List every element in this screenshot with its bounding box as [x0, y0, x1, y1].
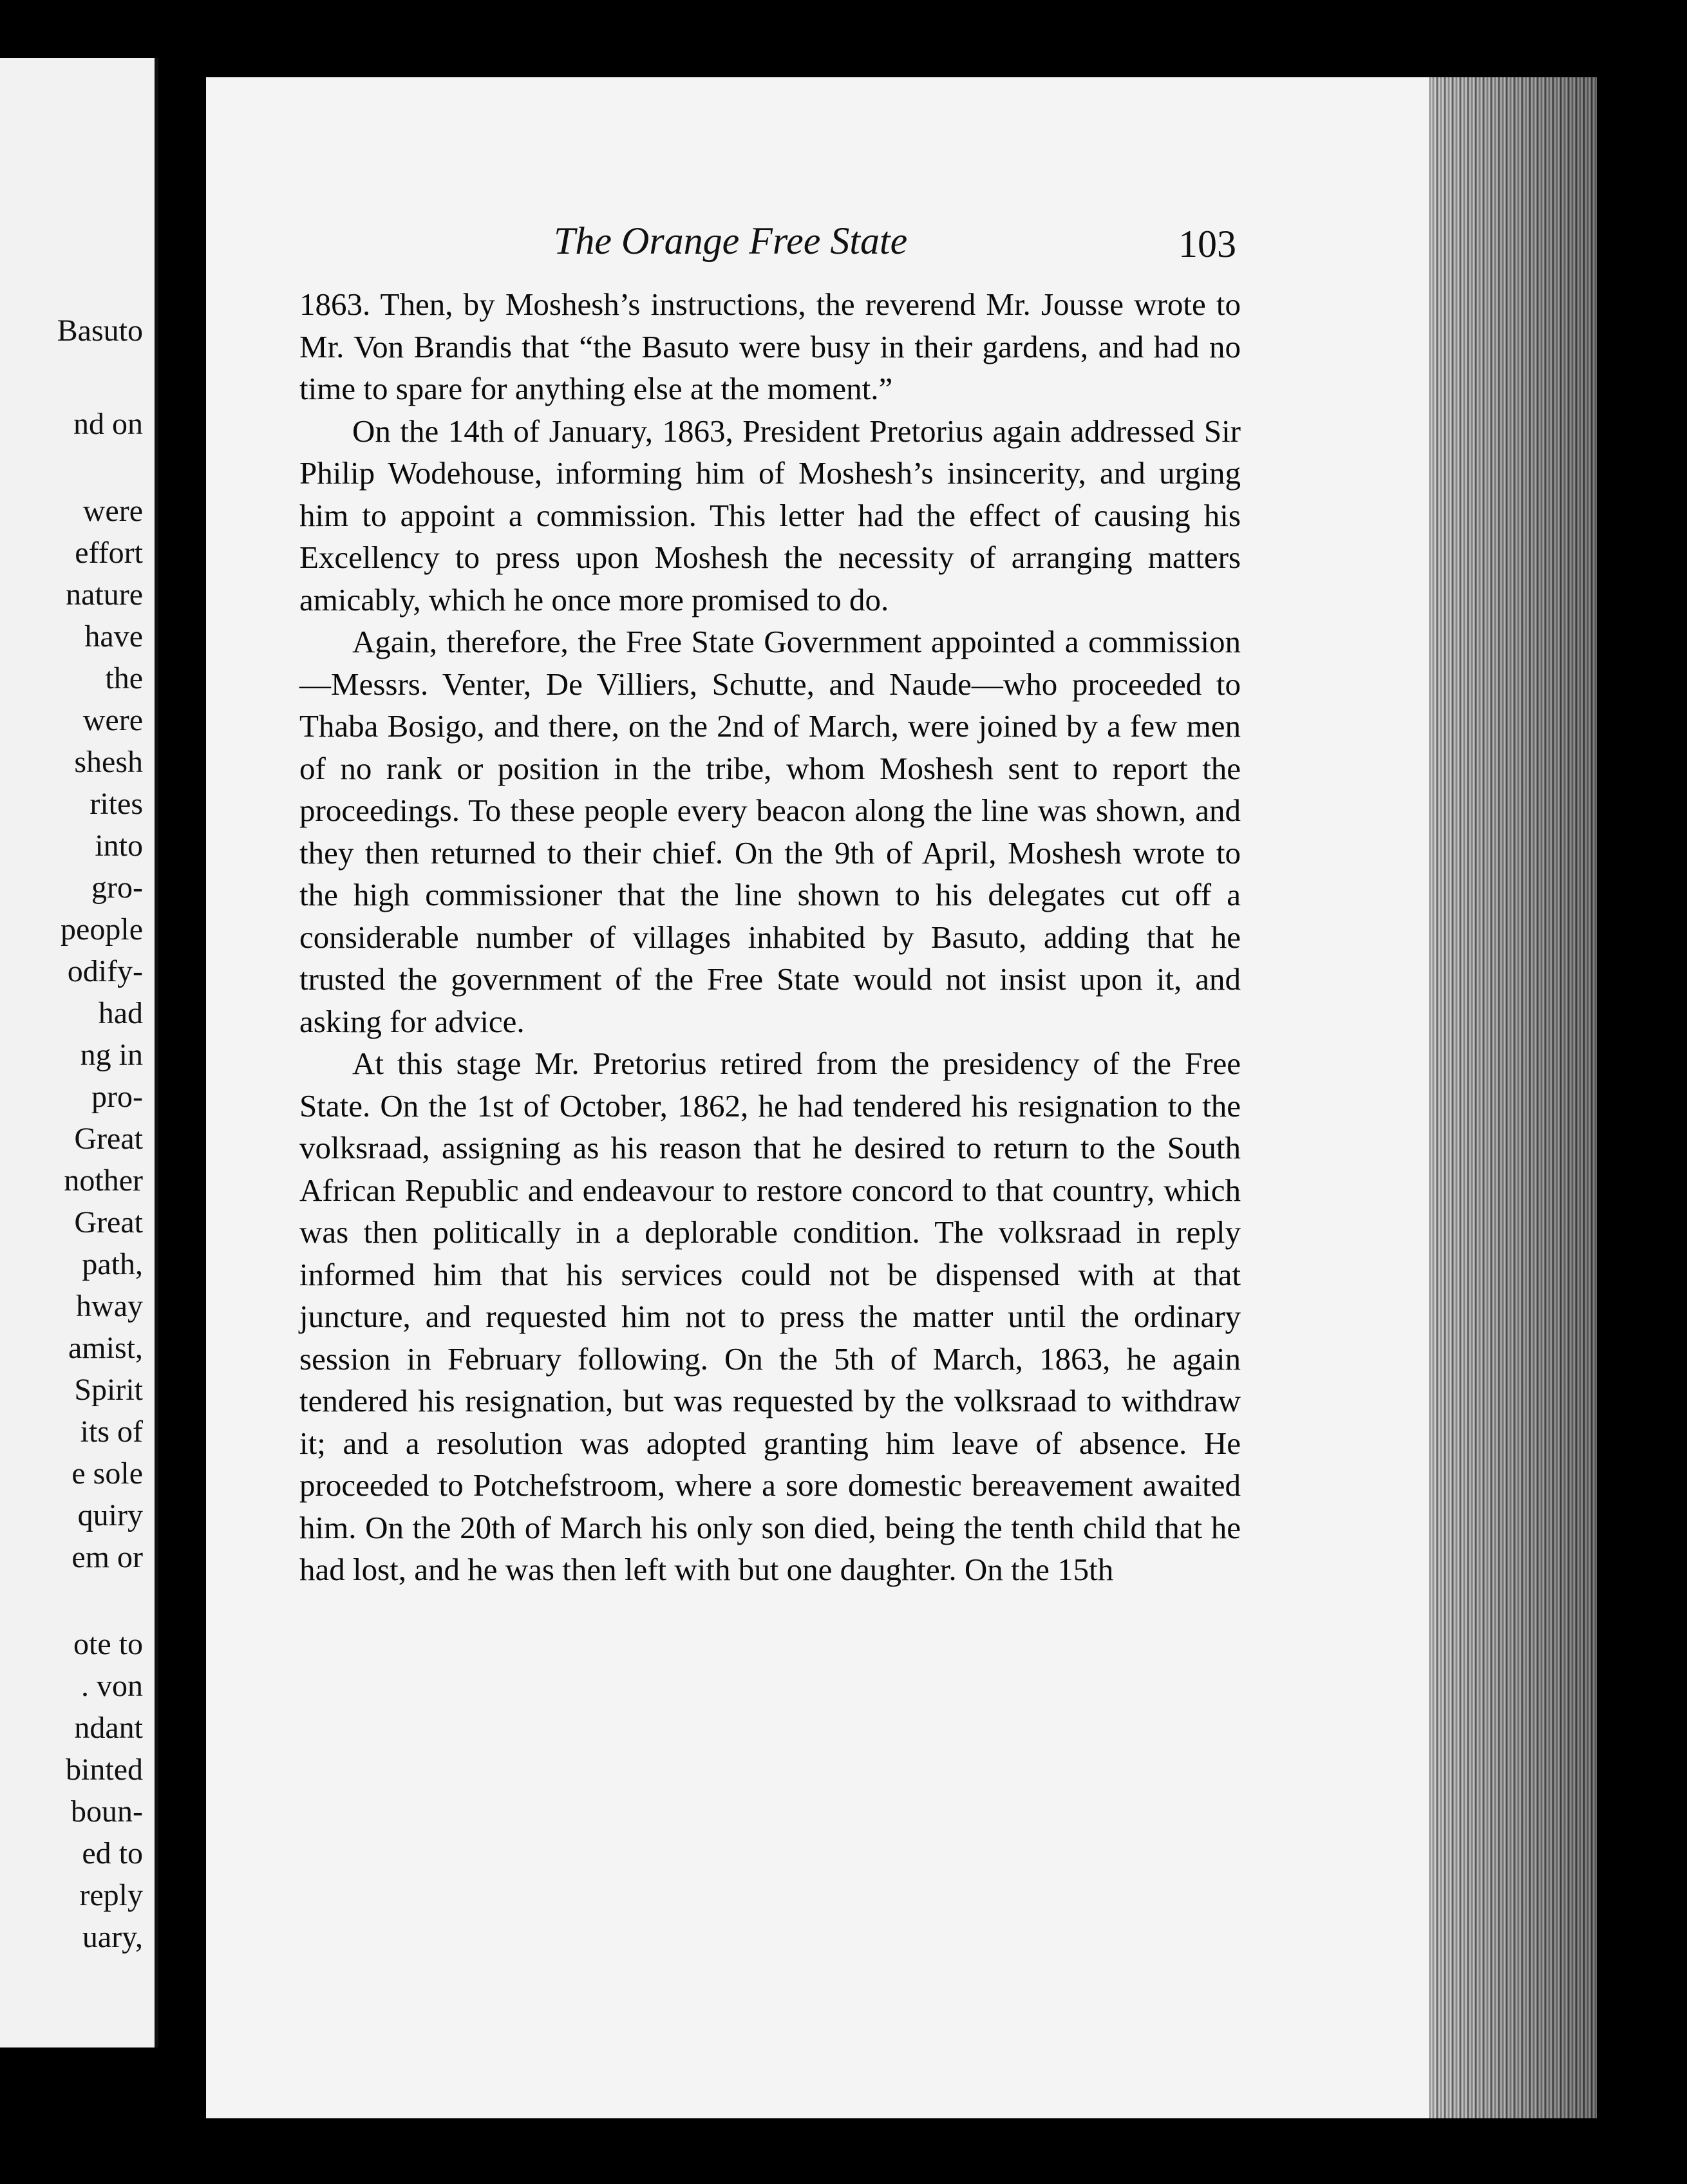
left-page-fragment: Spirit — [74, 1373, 143, 1407]
left-page-fragment: ote to — [73, 1627, 143, 1661]
left-page-fragment: people — [61, 912, 143, 946]
left-page-fragment: e sole — [71, 1456, 143, 1491]
left-page-fragment: hway — [76, 1289, 143, 1323]
left-page-fragment: have — [84, 619, 143, 654]
left-page-fragment: uary, — [82, 1920, 143, 1954]
page-edge-shading — [1429, 77, 1597, 2118]
left-page-fragment: ndant — [74, 1711, 143, 1745]
left-page-fragment: path, — [82, 1247, 143, 1281]
left-facing-page — [0, 58, 158, 2048]
left-page-fragment: . von — [81, 1669, 143, 1703]
left-page-fragment: gro- — [91, 871, 143, 905]
running-head: The Orange Free State — [554, 220, 908, 262]
left-page-fragment: boun- — [71, 1794, 143, 1829]
paragraph: At this stage Mr. Pretorius retired from the presidency of the Free State. On the 1st of October, 1862, he had tendered his resignation to the volksraad, assigning as his reason that he desired to return to the South African Republic and endeavour to restore concord to that country, which was then politically in a deplorable condition. The volksraad in reply informed him that his services could not be dispensed with at that juncture, and requested him not to press the matter until the ordinary session in February following. On the 5th of March, 1863, he again tendered his resignation, but was requested by the volksraad to withdraw it; and a resolution was adopted granting him leave of absence. He proceeded to Potchefstroom, where a sore domestic bereavement awaited him. On the 20th of March his only son died, being the tenth child that he had lost, and he was then left with but one daughter. On the 15th — [299, 1046, 1241, 1587]
page-number: 103 — [1178, 223, 1236, 265]
left-page-fragment: nd on — [73, 407, 143, 441]
paragraph: On the 14th of January, 1863, President Pretorius again addressed Sir Philip Wodehouse, informing him of Moshesh’s insincerity, and urging him to appoint a commission. This letter had the effect of causing his Excellency to press upon Moshesh the necessity of arranging matters amicably, which he once more promised to do. — [299, 413, 1241, 617]
left-page-fragment: shesh — [74, 745, 143, 779]
left-page-fragment: Great — [74, 1205, 143, 1239]
left-page-fragment: were — [82, 494, 143, 528]
left-page-fragment: into — [95, 829, 143, 863]
left-page-fragment: ng in — [80, 1038, 143, 1072]
left-page-fragment: nature — [66, 578, 143, 612]
left-page-fragment: effort — [75, 536, 143, 570]
left-page-fragment: the — [105, 661, 143, 695]
left-page-fragment: Basuto — [57, 314, 143, 348]
left-page-fragment: had — [98, 996, 143, 1030]
body-text — [299, 283, 1241, 1591]
left-page-fragment: odify- — [67, 954, 143, 988]
left-page-fragment: rites — [90, 787, 143, 821]
paragraph: Again, therefore, the Free State Government appointed a commission—Messrs. Venter, De Villiers, Schutte, and Naude—who proceeded to Thaba Bosigo, and there, on the 2nd of March, were joined by a few men of no rank or position in the tribe, whom Moshesh sent to report the proceedings. To these people every beacon along the line was shown, and they then returned to their chief. On the 9th of April, Moshesh wrote to the high commissioner that the line shown to his delegates cut off a considerable number of villages inhabited by Basuto, adding that he trusted the government of the Free State would not insist upon it, and asking for advice. — [299, 624, 1241, 1039]
paragraph: 1863. Then, by Moshesh’s instructions, the reverend Mr. Jousse wrote to Mr. Von Brandis that “the Basuto were busy in their gardens, and had no time to spare for anything else at the moment.” — [299, 287, 1241, 406]
left-page-fragment: em or — [71, 1540, 143, 1574]
left-page-fragment: pro- — [91, 1080, 143, 1114]
left-page-fragment: nother — [64, 1163, 143, 1198]
left-page-fragment: Great — [74, 1122, 143, 1156]
left-page-fragment: reply — [79, 1878, 143, 1912]
left-page-fragment: quiry — [77, 1498, 143, 1532]
left-page-fragment: amist, — [68, 1331, 143, 1365]
left-page-fragment: ed to — [82, 1836, 143, 1870]
left-page-fragment: its of — [80, 1415, 143, 1449]
left-page-fragment: binted — [66, 1753, 143, 1787]
left-page-fragment: were — [82, 703, 143, 737]
